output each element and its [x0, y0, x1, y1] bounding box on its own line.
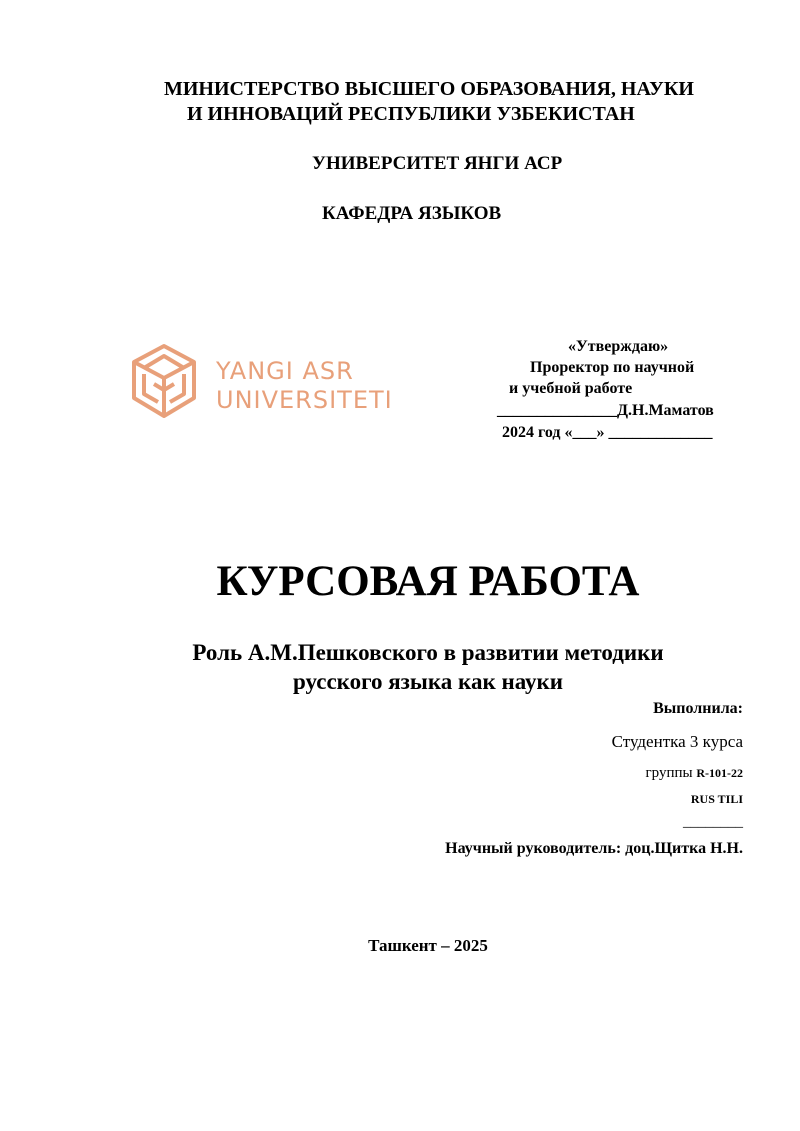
supervisor-line: Научный руководитель: доц.Щитка Н.Н.	[445, 840, 743, 857]
student-course: Студентка 3 курса	[611, 732, 743, 751]
student-group	[645, 765, 743, 782]
topic-line-2: русского языка как науки	[292, 669, 564, 694]
approval-signature: _______________Д.Н.Маматов	[497, 402, 714, 419]
ministry-line-1: МИНИСТЕРСТВО ВЫСШЕГО ОБРАЗОВАНИЯ, НАУКИ	[164, 78, 694, 100]
ministry-line-2: И ИННОВАЦИЙ РЕСПУБЛИКИ УЗБЕКИСТАН	[187, 103, 635, 125]
approval-position-line1: Проректор по научной	[530, 359, 695, 376]
topic-line-1: Роль А.М.Пешковского в развитии методики	[192, 640, 664, 665]
approval-date: 2024 год «___» _____________	[502, 424, 713, 441]
cube-logo-icon	[128, 342, 408, 426]
program-name: RUS TILI	[690, 792, 743, 806]
university-name: УНИВЕРСИТЕТ ЯНГИ АСР	[312, 153, 563, 174]
approval-heading: «Утверждаю»	[568, 338, 669, 355]
logo-text-line1: YANGI ASR	[216, 357, 354, 385]
document-title: КУРСОВАЯ РАБОТА	[216, 558, 640, 605]
name-blank-line: ________	[683, 814, 743, 830]
logo-text-line2: UNIVERSITETI	[216, 386, 393, 414]
city-year: Ташкент – 2025	[368, 936, 488, 955]
department-name: КАФЕДРА ЯЗЫКОВ	[322, 203, 502, 224]
approval-position-line2: и учебной работе	[509, 380, 633, 397]
completed-by-label: Выполнила:	[653, 700, 743, 717]
group-label: группы	[645, 765, 693, 781]
group-code: R-101-22	[696, 766, 743, 780]
university-logo	[128, 342, 408, 426]
